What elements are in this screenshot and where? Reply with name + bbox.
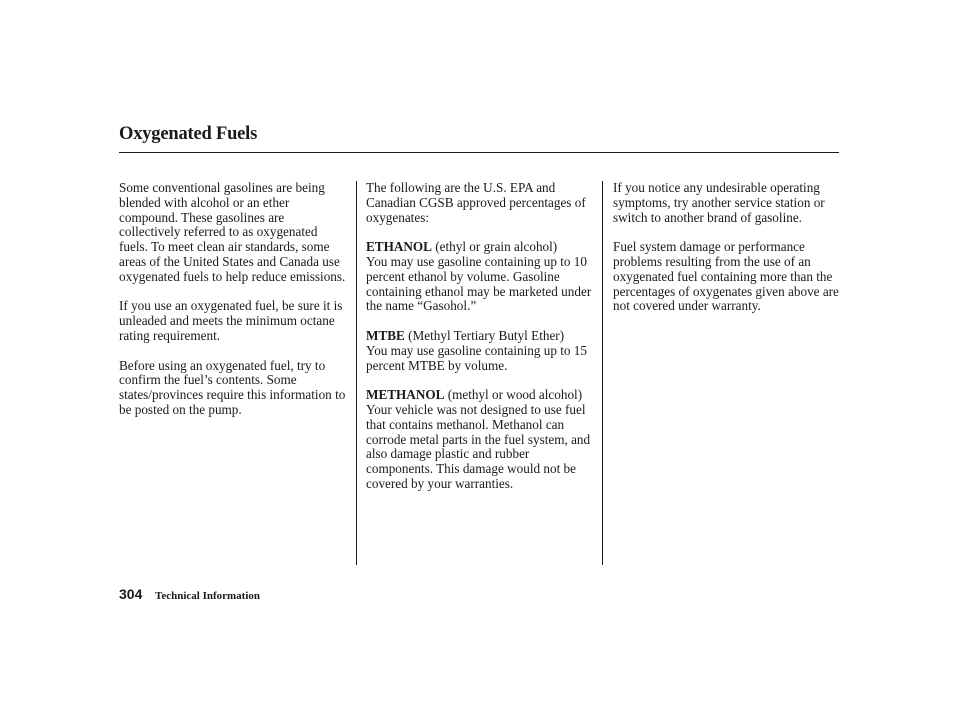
paragraph-oxygenated-intro: Some conventional gasolines are being blended with alcohol or an ether compound. These gasolines are collectively referred to as oxygenated fuels. To meet clean air standards, some areas of the United States and Canada use oxygenated fuels to help reduce emissions. (119, 180, 346, 284)
paragraph-unleaded-requirement: If you use an oxygenated fuel, be sure it is unleaded and meets the minimum octane rating requirement. (119, 298, 343, 343)
mtbe-heading: MTBE (366, 327, 405, 343)
title-rule (119, 152, 839, 153)
ethanol-text: You may use gasoline containing up to 10 percent ethanol by volume. Gasoline containing ethanol may be marketed under the name “Gasohol.” (366, 253, 592, 314)
column-divider-2 (602, 181, 603, 565)
column-3 (613, 181, 839, 329)
column-2 (366, 181, 596, 507)
page-number: 304 (119, 586, 143, 602)
column-1 (119, 181, 347, 433)
methanol-description: (methyl or wood alcohol) (444, 387, 583, 403)
ethanol-heading: ETHANOL (366, 239, 432, 255)
paragraph-undesirable-symptoms: If you notice any undesirable operating symptoms, try another service station or switch to another brand of gasoline. (613, 180, 825, 225)
paragraph-confirm-contents: Before using an oxygenated fuel, try to confirm the fuel’s contents. Some states/provinces require this information to be posted on the pump. (119, 357, 346, 417)
ethanol-description: (ethyl or grain alcohol) (431, 239, 558, 255)
page-title: Oxygenated Fuels (119, 124, 258, 144)
methanol-text: Your vehicle was not designed to use fuel that contains methanol. Methanol can corrode metal parts in the fuel system, and also damage plastic and rubber components. This damage would not be covered by your warranties. (366, 401, 591, 491)
methanol-section (366, 388, 596, 492)
methanol-heading: METHANOL (366, 387, 445, 403)
paragraph-warranty-note: Fuel system damage or performance problems resulting from the use of an oxygenated fuel containing more than the percentages of oxygenates given above are not covered under warranty. (613, 239, 839, 314)
mtbe-text: You may use gasoline containing up to 15 percent MTBE by volume. (366, 342, 587, 373)
column-divider-1 (356, 181, 357, 565)
mtbe-section (366, 329, 596, 373)
section-label: Technical Information (155, 590, 261, 602)
paragraph-oxygenates-intro: The following are the U.S. EPA and Canadian CGSB approved percentages of oxygenates: (366, 180, 586, 225)
ethanol-section (366, 240, 596, 314)
mtbe-description: (Methyl Tertiary Butyl Ether) (404, 327, 565, 343)
